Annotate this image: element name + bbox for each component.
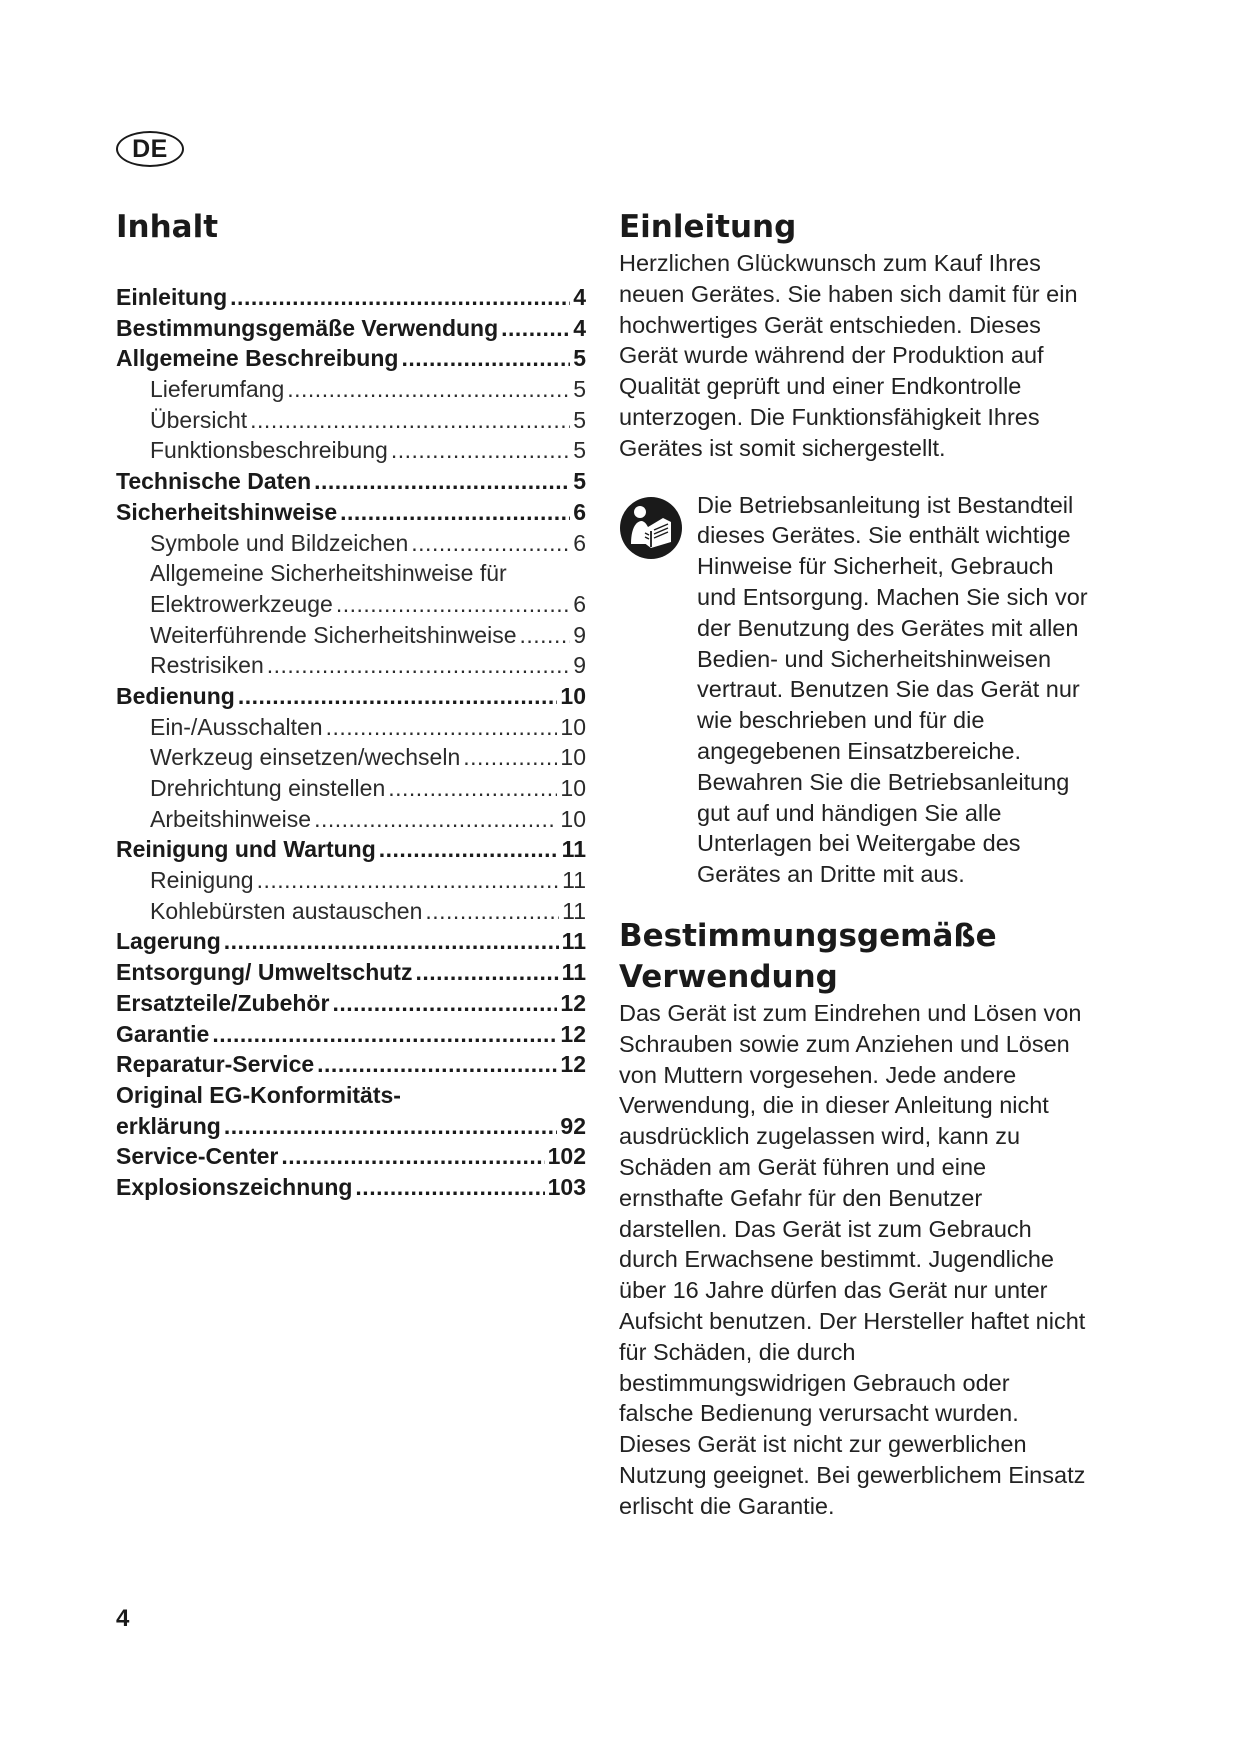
toc-entry — [116, 1049, 586, 1080]
toc-leader-dots — [401, 343, 570, 374]
toc-entry-title: Bestimmungsgemäße Verwendung — [116, 314, 499, 341]
toc-entry — [116, 282, 586, 313]
toc-entry — [116, 620, 586, 651]
toc-entry — [116, 466, 586, 497]
toc-entry — [116, 435, 586, 466]
toc-entry-page: 9 — [573, 621, 586, 648]
toc-entry-title: Bedienung — [116, 682, 235, 709]
toc-entry-title: Funktionsbeschreibung — [150, 437, 388, 464]
toc-leader-dots — [314, 804, 557, 835]
toc-entry-page: 11 — [561, 959, 586, 986]
toc-entry-title: Arbeitshinweise — [150, 805, 312, 832]
toc-entry — [116, 558, 586, 589]
toc-entry-title: Reinigung — [150, 867, 254, 894]
toc-entry-title: Allgemeine Sicherheitshinweise für — [150, 560, 507, 587]
toc-entry-page: 11 — [561, 928, 586, 955]
toc-entry — [116, 896, 586, 927]
toc-entry-title: Ein-/Ausschalten — [150, 713, 323, 740]
toc-entry-page: 12 — [560, 989, 586, 1016]
toc-entry — [116, 343, 586, 374]
toc-entry-page: 6 — [573, 590, 586, 617]
toc-leader-dots — [388, 773, 557, 804]
toc-leader-dots — [230, 282, 570, 313]
toc-heading: Inhalt — [116, 209, 219, 245]
toc-entry-page: 12 — [560, 1020, 586, 1047]
toc-entry-title: Reparatur-Service — [116, 1051, 315, 1078]
toc-entry-title: Einleitung — [116, 284, 228, 310]
toc-entry-page: 10 — [560, 775, 586, 801]
toc-entry-page: 4 — [573, 314, 586, 341]
toc-entry — [116, 926, 586, 957]
toc-leader-dots — [314, 466, 570, 497]
language-badge-label: DE — [132, 134, 168, 163]
toc-entry-title: Technische Daten — [116, 468, 312, 495]
toc-entry-page: 10 — [560, 744, 586, 771]
toc-entry-title: Service-Center — [116, 1143, 279, 1170]
language-badge — [116, 131, 184, 167]
toc-entry-page: 103 — [547, 1173, 586, 1200]
toc-leader-dots — [425, 896, 559, 927]
toc-entry-title: Restrisiken — [150, 652, 264, 679]
toc-entry — [116, 804, 586, 835]
toc-entry-title: Original EG-Konformitäts- — [116, 1081, 401, 1108]
toc-entry-page: 11 — [562, 867, 586, 894]
toc-leader-dots — [336, 589, 570, 620]
manual-note — [619, 490, 1089, 890]
toc-entry — [116, 712, 586, 743]
toc-leader-dots — [501, 313, 570, 344]
toc-entry — [116, 865, 586, 896]
page-number: 4 — [116, 1605, 130, 1632]
toc-leader-dots — [257, 865, 560, 896]
verwendung-heading-line2: Verwendung — [619, 958, 838, 995]
toc-entry-page: 4 — [573, 284, 586, 310]
toc-leader-dots — [391, 435, 570, 466]
toc-entry-title: Garantie — [116, 1020, 210, 1047]
toc-entry-title: Sicherheitshinweise — [116, 498, 338, 525]
toc-list — [116, 282, 586, 1203]
toc-leader-dots — [281, 1141, 544, 1172]
toc-entry — [116, 834, 586, 865]
table-of-contents — [116, 207, 586, 1203]
toc-entry — [116, 650, 586, 681]
toc-entry-page: 6 — [573, 529, 586, 556]
toc-entry — [116, 988, 586, 1019]
toc-entry-page: 5 — [573, 345, 586, 372]
toc-leader-dots — [340, 497, 570, 528]
einleitung-heading: Einleitung — [619, 209, 797, 245]
toc-entry — [116, 957, 586, 988]
toc-entry-title: Weiterführende Sicherheitshinweise — [150, 621, 517, 648]
toc-leader-dots — [355, 1172, 544, 1203]
toc-leader-dots — [238, 681, 558, 712]
content-column — [619, 207, 1089, 1521]
toc-entry-title: Reinigung und Wartung — [116, 836, 376, 863]
toc-entry-title: Elektrowerkzeuge — [150, 590, 333, 617]
toc-leader-dots — [250, 405, 570, 436]
toc-leader-dots — [224, 926, 559, 957]
toc-entry-page: 5 — [573, 437, 586, 464]
einleitung-text: Herzlichen Glückwunsch zum Kauf Ihres neuen Gerätes. Sie haben sich damit für ein hochwertiges Gerät entschieden. Dieses Gerät wurde während der Produktion auf Qualität geprüft und einer Endkontrolle unterzogen. Die Funktionsfähigkeit Ihres Gerätes ist somit sichergestellt. — [619, 250, 1078, 461]
toc-entry-page: 10 — [560, 805, 586, 832]
toc-entry — [116, 1141, 586, 1172]
toc-entry-page: 11 — [562, 897, 586, 924]
toc-leader-dots — [326, 712, 558, 743]
toc-entry-page: 10 — [560, 713, 586, 740]
toc-entry-page: 6 — [573, 498, 586, 525]
toc-entry — [116, 405, 586, 436]
toc-entry — [116, 742, 586, 773]
toc-entry-page: 11 — [561, 836, 586, 863]
toc-leader-dots — [463, 742, 557, 773]
toc-entry-page: 5 — [573, 376, 586, 403]
toc-entry-page: 92 — [560, 1112, 586, 1139]
toc-leader-dots — [411, 528, 570, 559]
toc-entry — [116, 681, 586, 712]
toc-entry-page: 9 — [573, 652, 586, 679]
toc-entry — [116, 1019, 586, 1050]
verwendung-text: Das Gerät ist zum Eindrehen und Lösen von Schrauben sowie zum Anziehen und Lösen von Muttern vorgesehen. Jede andere Verwendung, die in dieser Anleitung nicht ausdrücklich zugelassen wird, kann zu Schäden am Gerät führen und eine ernsthafte Gefahr für den Benutzer darstellen. Das Gerät ist zum Gebrauch durch Erwachsene bestimmt. Jugendliche über 16 Jahre dürfen das Gerät nur unter Aufsicht benutzen. Der Hersteller haftet nicht für Schäden, die durch bestimmungswidrigen Gebrauch oder falsche Bedienung verursacht wurden. Dieses Gerät ist nicht zur gewerblichen Nutzung geeignet. Bei gewerblichem Einsatz erlischt die Garantie. — [619, 999, 1086, 1519]
toc-leader-dots — [317, 1049, 557, 1080]
toc-entry-title: Übersicht — [150, 406, 248, 433]
toc-entry — [116, 497, 586, 528]
toc-entry — [116, 773, 586, 804]
toc-leader-dots — [224, 1111, 558, 1142]
manual-note-text: Die Betriebsanleitung ist Bestandteil dieses Gerätes. Sie enthält wichtige Hinweise für Sicherheit, Gebrauch und Entsorgung. Machen Sie sich vor der Benutzung des Gerätes mit allen Bedien- und Sicherheitshinweisen vertraut. Benutzen Sie das Gerät nur wie beschrieben und für die angegebenen Einsatzbereiche. Bewahren Sie die Betriebsanleitung gut auf und händigen Sie alle Unterlagen bei Weitergabe des Gerätes an Dritte mit aus. — [697, 491, 1088, 888]
read-manual-icon — [619, 496, 683, 560]
toc-entry — [116, 374, 586, 405]
toc-entry-page: 10 — [560, 682, 586, 709]
toc-entry-title: Werkzeug einsetzen/wechseln — [150, 744, 461, 771]
toc-leader-dots — [332, 988, 557, 1019]
toc-entry-page: 5 — [573, 406, 586, 433]
verwendung-heading — [619, 916, 1089, 998]
toc-leader-dots — [379, 834, 559, 865]
toc-entry-title: Allgemeine Beschreibung — [116, 345, 399, 372]
toc-entry-title: Explosionszeichnung — [116, 1173, 353, 1200]
toc-entry — [116, 589, 586, 620]
toc-entry-title: Lagerung — [116, 928, 221, 955]
toc-entry-title: Symbole und Bildzeichen — [150, 529, 409, 556]
toc-entry-page: 5 — [573, 468, 586, 495]
toc-entry — [116, 1172, 586, 1203]
toc-entry-page: 12 — [560, 1051, 586, 1078]
toc-entry — [116, 313, 586, 344]
toc-entry-title: erklärung — [116, 1112, 221, 1139]
toc-entry-title: Lieferumfang — [150, 376, 285, 403]
toc-entry-title: Drehrichtung einstellen — [150, 775, 386, 801]
toc-leader-dots — [287, 374, 570, 405]
verwendung-heading-line1: Bestimmungsgemäße — [619, 917, 997, 954]
toc-leader-dots — [520, 620, 571, 651]
toc-entry-title: Kohlebürsten austauschen — [150, 897, 423, 924]
toc-entry-title: Entsorgung/ Umweltschutz — [116, 959, 413, 986]
toc-entry-page: 102 — [547, 1143, 586, 1170]
toc-entry — [116, 1080, 586, 1111]
toc-entry — [116, 1111, 586, 1142]
toc-leader-dots — [212, 1019, 557, 1050]
toc-entry-title: Ersatzteile/Zubehör — [116, 989, 330, 1016]
toc-leader-dots — [415, 957, 558, 988]
toc-leader-dots — [267, 650, 570, 681]
toc-entry — [116, 528, 586, 559]
